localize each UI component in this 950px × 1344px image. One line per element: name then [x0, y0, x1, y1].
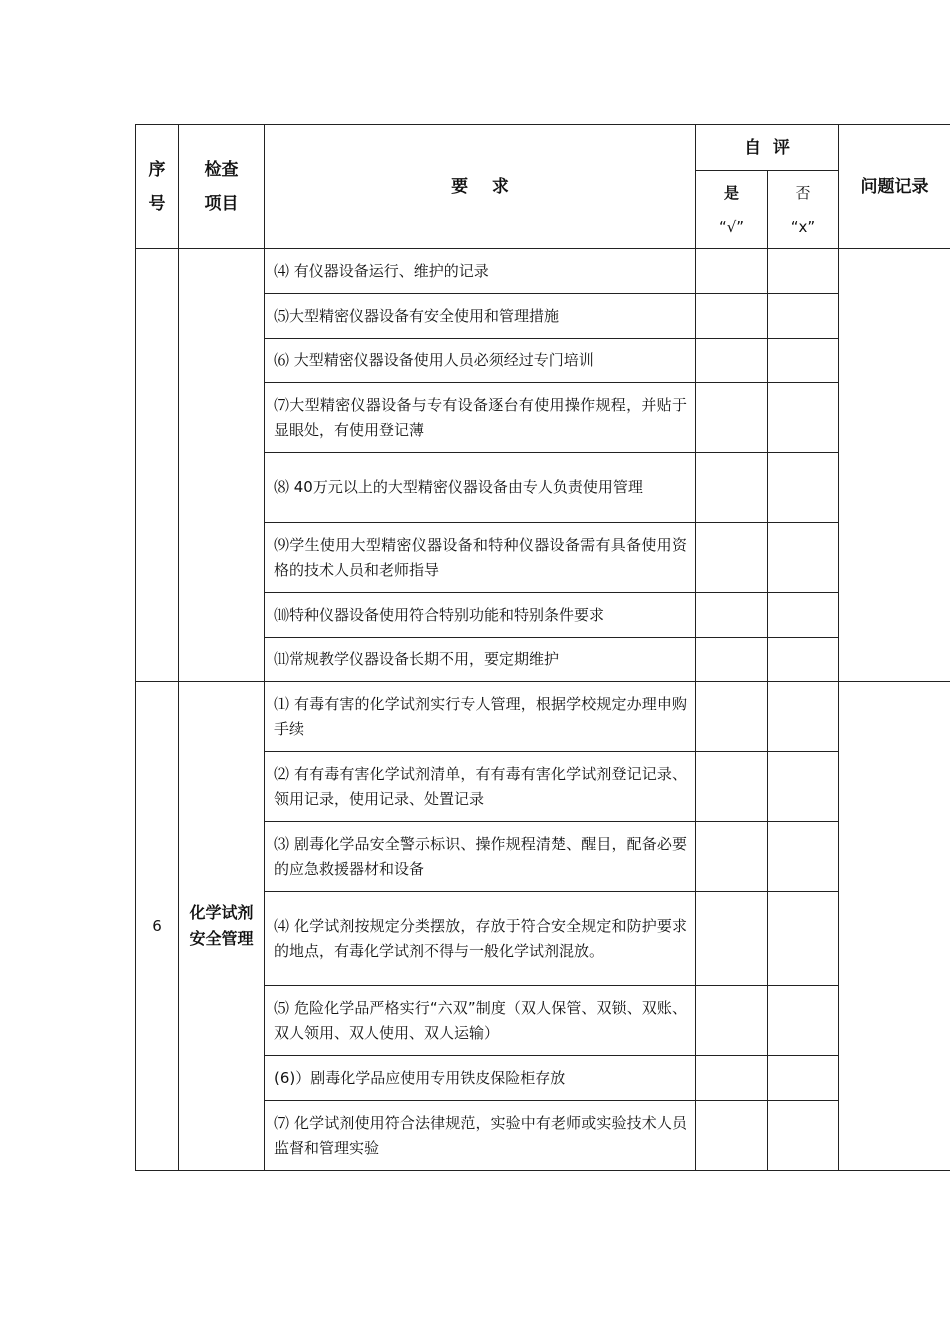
requirement-text: ⑴ 有毒有害的化学试剂实行专人管理，根据学校规定办理申购手续 — [265, 682, 696, 752]
header-requirement: 要 求 — [265, 125, 696, 249]
group1-seq — [136, 249, 179, 682]
yes-check-cell[interactable] — [696, 249, 768, 294]
requirement-text: ⑷ 化学试剂按规定分类摆放，存放于符合安全规定和防护要求的地点，有毒化学试剂不得与一般化学试剂混放。 — [265, 892, 696, 986]
yes-check-cell[interactable] — [696, 339, 768, 383]
requirement-text: ⑺大型精密仪器设备与专有设备逐台有使用操作规程，并贴于显眼处，有使用登记薄 — [265, 383, 696, 453]
yes-check-cell[interactable] — [696, 453, 768, 523]
yes-check-cell[interactable] — [696, 1056, 768, 1101]
requirement-text: ⑾常规教学仪器设备长期不用，要定期维护 — [265, 638, 696, 682]
yes-check-cell[interactable] — [696, 638, 768, 682]
requirement-text: ⑵ 有有毒有害化学试剂清单，有有毒有害化学试剂登记记录、领用记录，使用记录、处置记录 — [265, 752, 696, 822]
requirement-text: (6)）剧毒化学品应使用专用铁皮保险柜存放 — [265, 1056, 696, 1101]
group1-issues-cell[interactable] — [839, 249, 950, 682]
no-check-cell[interactable] — [768, 892, 839, 986]
yes-check-cell[interactable] — [696, 383, 768, 453]
no-check-cell[interactable] — [768, 339, 839, 383]
requirement-text: ⑼学生使用大型精密仪器设备和特种仪器设备需有具备使用资格的技术人员和老师指导 — [265, 523, 696, 593]
header-self-eval: 自 评 — [696, 125, 839, 171]
header-yes — [696, 171, 768, 249]
yes-check-cell[interactable] — [696, 593, 768, 638]
header-item-line2: 项目 — [204, 193, 239, 214]
header-no-line1: 否 — [795, 183, 811, 202]
table-row — [136, 682, 950, 752]
group2-issues-cell[interactable] — [839, 682, 950, 1171]
no-check-cell[interactable] — [768, 638, 839, 682]
yes-check-cell[interactable] — [696, 822, 768, 892]
no-check-cell[interactable] — [768, 523, 839, 593]
yes-check-cell[interactable] — [696, 682, 768, 752]
requirement-text: ⑹ 大型精密仪器设备使用人员必须经过专门培训 — [265, 339, 696, 383]
no-check-cell[interactable] — [768, 986, 839, 1056]
header-seq — [136, 125, 179, 249]
no-check-cell[interactable] — [768, 593, 839, 638]
requirement-text: ⑷ 有仪器设备运行、维护的记录 — [265, 249, 696, 294]
no-check-cell[interactable] — [768, 752, 839, 822]
requirement-text: ⑸ 危险化学品严格实行“六双”制度（双人保管、双锁、双账、双人领用、双人使用、双人运输） — [265, 986, 696, 1056]
no-check-cell[interactable] — [768, 383, 839, 453]
yes-check-cell[interactable] — [696, 1101, 768, 1171]
yes-check-cell[interactable] — [696, 986, 768, 1056]
header-item-line1: 检查 — [204, 159, 239, 180]
group2-category — [179, 682, 265, 1171]
requirement-text: ⑺ 化学试剂使用符合法律规范，实验中有老师或实验技术人员监督和管理实验 — [265, 1101, 696, 1171]
header-no — [768, 171, 839, 249]
table-row — [136, 249, 950, 294]
requirement-text: ⑻ 40万元以上的大型精密仪器设备由专人负责使用管理 — [265, 453, 696, 523]
group1-category — [179, 249, 265, 682]
header-yes-mark: “√” — [718, 217, 745, 236]
group2-seq: 6 — [136, 682, 179, 1171]
requirement-text: ⑸大型精密仪器设备有安全使用和管理措施 — [265, 294, 696, 339]
header-no-mark: “x” — [790, 217, 816, 236]
header-row-1 — [136, 125, 950, 171]
no-check-cell[interactable] — [768, 1056, 839, 1101]
header-yes-line1: 是 — [723, 183, 739, 202]
yes-check-cell[interactable] — [696, 523, 768, 593]
requirement-text: ⑶ 剧毒化学品安全警示标识、操作规程清楚、醒目，配备必要的应急救援器材和设备 — [265, 822, 696, 892]
group2-category-line1: 化学试剂 — [189, 903, 254, 922]
no-check-cell[interactable] — [768, 822, 839, 892]
inspection-table — [135, 124, 950, 1171]
group2-category-line2: 安全管理 — [189, 929, 254, 948]
no-check-cell[interactable] — [768, 1101, 839, 1171]
no-check-cell[interactable] — [768, 294, 839, 339]
no-check-cell[interactable] — [768, 249, 839, 294]
yes-check-cell[interactable] — [696, 752, 768, 822]
header-item — [179, 125, 265, 249]
requirement-text: ⑽特种仪器设备使用符合特别功能和特别条件要求 — [265, 593, 696, 638]
no-check-cell[interactable] — [768, 682, 839, 752]
no-check-cell[interactable] — [768, 453, 839, 523]
header-seq-line1: 序 — [148, 159, 166, 180]
header-seq-line2: 号 — [148, 193, 166, 214]
yes-check-cell[interactable] — [696, 892, 768, 986]
header-issues: 问题记录 — [839, 125, 950, 249]
yes-check-cell[interactable] — [696, 294, 768, 339]
